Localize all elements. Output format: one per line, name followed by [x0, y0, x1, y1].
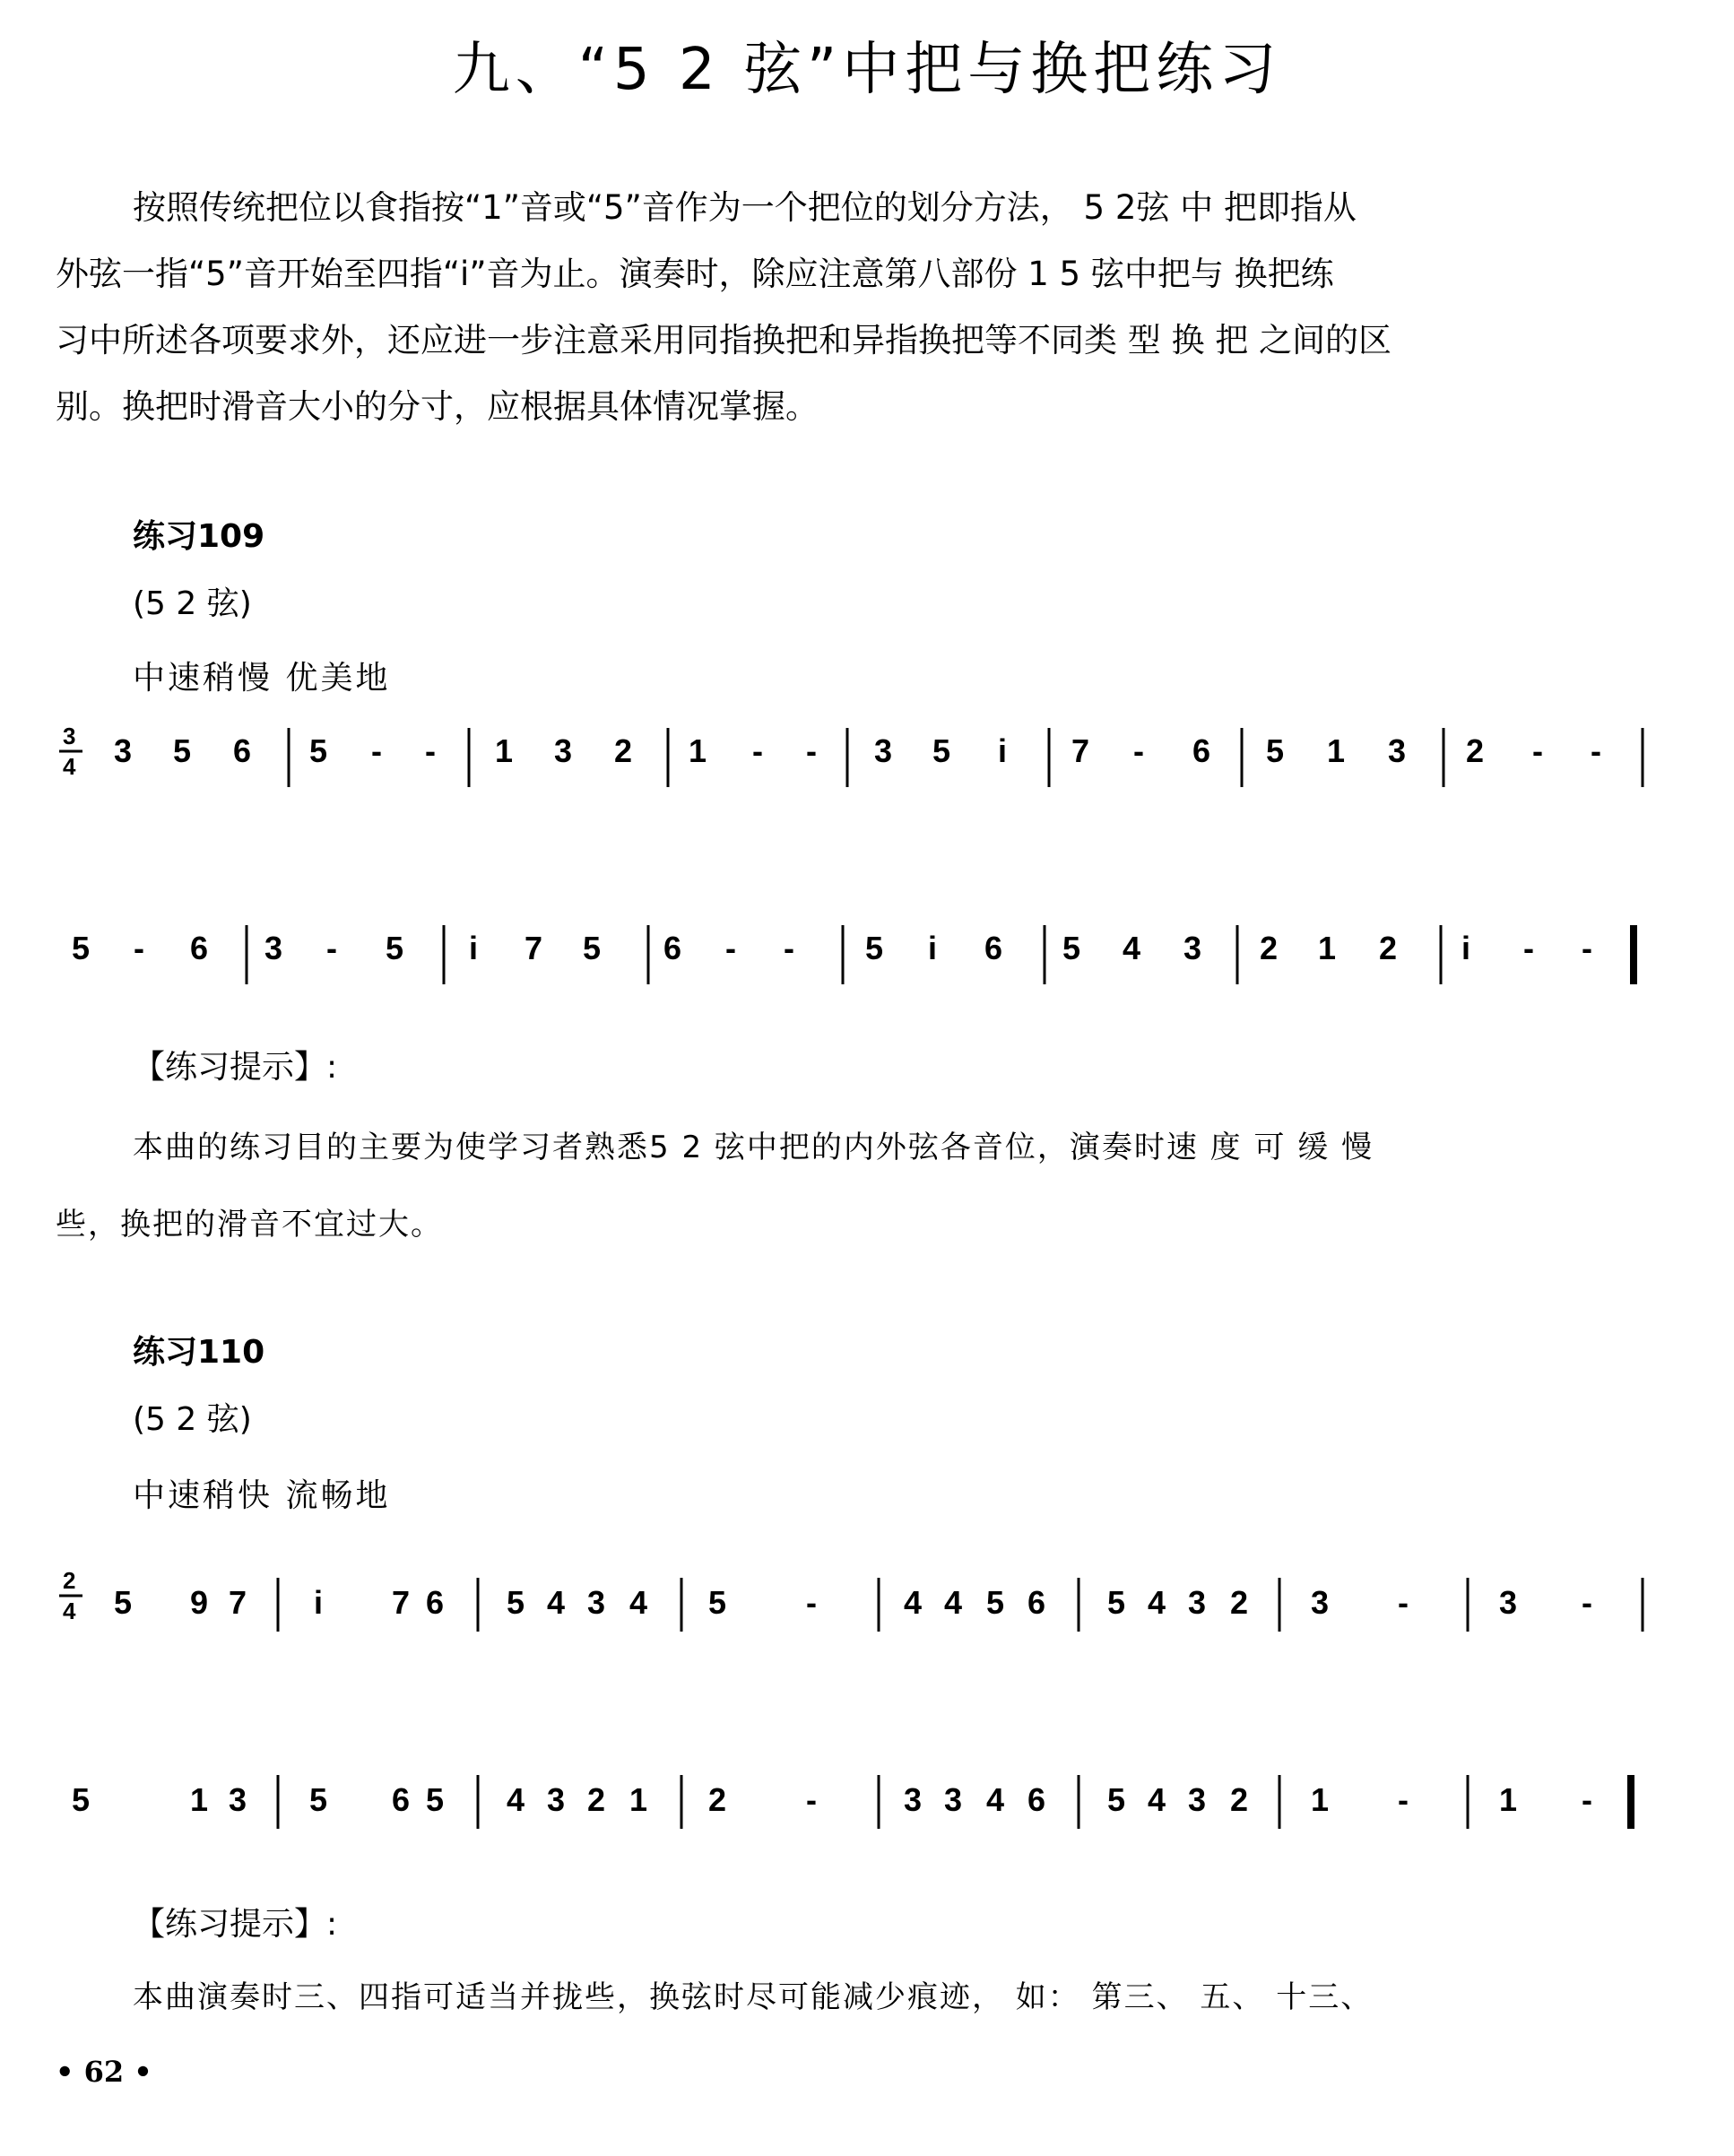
score-note: 1	[688, 732, 707, 769]
score-note: 5	[1062, 930, 1081, 966]
score-note: i	[468, 930, 479, 966]
exercise-110-strings: (5 2 弦)	[133, 1401, 252, 1438]
score-note: 2	[1378, 930, 1398, 966]
score-note: 2	[1229, 1781, 1249, 1818]
score-note: -	[752, 732, 763, 769]
score-note: 3	[1498, 1584, 1518, 1621]
page-title: 九、“5 2 弦”中把与换把练习	[452, 37, 1282, 103]
intro-paragraph	[56, 175, 1669, 440]
score-109-row1	[114, 732, 1601, 769]
score-note: 3	[586, 1584, 606, 1621]
score-note: i	[1461, 930, 1471, 966]
score-note: 3	[553, 732, 573, 769]
score-note: 5	[308, 732, 328, 769]
score-note: 4	[903, 1584, 923, 1621]
score-note: 5	[1106, 1781, 1126, 1818]
score-note: 5	[113, 1584, 133, 1621]
score-109-row2	[72, 930, 1592, 966]
score-note: -	[425, 732, 436, 769]
score-note: 2	[1465, 732, 1485, 769]
score-note: -	[1523, 930, 1534, 966]
score-note: 5	[425, 1781, 445, 1818]
score-note: -	[806, 1584, 817, 1621]
intro-line: 按照传统把位以食指按“1”音或“5”音作为一个把位的划分方法， 5 2弦 中 把即指从	[133, 188, 1357, 227]
score-note: -	[326, 930, 337, 966]
exercise-109-tips-line: 些，换把的滑音不宜过大。	[56, 1207, 443, 1243]
score-note: 5	[932, 732, 951, 769]
score-note: i	[997, 732, 1008, 769]
score-note: 6	[232, 732, 252, 769]
score-note: 4	[943, 1584, 963, 1621]
score-note: 3	[873, 732, 893, 769]
score-note: 2	[1229, 1584, 1249, 1621]
score-note: -	[371, 732, 382, 769]
score-note: -	[134, 930, 144, 966]
score-110	[0, 1515, 1734, 1874]
exercise-109-strings: (5 2 弦)	[133, 585, 252, 622]
score-note: 5	[707, 1584, 727, 1621]
score-note: 3	[1187, 1781, 1207, 1818]
score-note: i	[313, 1584, 324, 1621]
score-note: 4	[1147, 1584, 1166, 1621]
score-note: 3	[903, 1781, 923, 1818]
score-note: 6	[391, 1781, 411, 1818]
score-109	[0, 681, 1734, 1022]
score-note: -	[1133, 732, 1144, 769]
score-note: 3	[1183, 930, 1202, 966]
exercise-110-tempo: 中速稍快 流畅地	[133, 1477, 391, 1514]
score-note: 1	[629, 1781, 648, 1818]
time-signature-top: 3	[63, 723, 76, 749]
score-note: 6	[189, 930, 209, 966]
score-110-row1	[114, 1584, 1592, 1621]
time-signature-bottom: 4	[63, 1598, 76, 1624]
intro-line: 习中所述各项要求外，还应进一步注意采用同指换把和异指换把等不同类 型 换 把 之间的区	[56, 321, 1392, 359]
exercise-109-tips-line: 本曲的练习目的主要为使学习者熟悉5 2 弦中把的内外弦各音位，演奏时速 度 可 缓 慢	[133, 1130, 1374, 1165]
score-note: 9	[189, 1584, 209, 1621]
intro-line: 外弦一指“5”音开始至四指“i”音为止。演奏时，除应注意第八部份 1 5 弦中把与 换把练	[56, 255, 1334, 293]
score-note: -	[1532, 732, 1543, 769]
score-note: 3	[264, 930, 283, 966]
exercise-109-label: 练习109	[133, 518, 265, 555]
score-note: 1	[189, 1781, 209, 1818]
score-note: -	[1398, 1584, 1409, 1621]
score-note: -	[725, 930, 736, 966]
score-note: -	[1582, 1584, 1592, 1621]
score-note: 3	[1310, 1584, 1330, 1621]
score-note: 7	[1071, 732, 1090, 769]
score-note: 2	[613, 732, 633, 769]
score-note: -	[1398, 1781, 1409, 1818]
score-note: -	[1591, 732, 1601, 769]
score-note: 5	[308, 1781, 328, 1818]
score-note: 5	[985, 1584, 1005, 1621]
score-note: 4	[1147, 1781, 1166, 1818]
score-note: 2	[707, 1781, 727, 1818]
score-note: -	[784, 930, 794, 966]
score-note: 4	[506, 1781, 525, 1818]
score-note: 5	[385, 930, 404, 966]
score-note: 5	[71, 1781, 91, 1818]
score-note: -	[1582, 930, 1592, 966]
score-note: 3	[943, 1781, 963, 1818]
score-note: 5	[1265, 732, 1285, 769]
score-note: -	[806, 732, 817, 769]
score-note: 5	[71, 930, 91, 966]
exercise-110-tips-heading: 【练习提示】:	[133, 1906, 338, 1943]
score-note: 5	[172, 732, 192, 769]
score-note: 4	[985, 1781, 1005, 1818]
score-note: 1	[494, 732, 514, 769]
score-note: i	[927, 930, 938, 966]
score-note: 6	[663, 930, 682, 966]
page-number: • 62 •	[56, 2055, 152, 2089]
score-note: 3	[1387, 732, 1407, 769]
score-note: 5	[582, 930, 602, 966]
score-note: 7	[524, 930, 543, 966]
score-note: 4	[629, 1584, 648, 1621]
score-note: 5	[506, 1584, 525, 1621]
time-signature-bottom: 4	[63, 753, 76, 780]
score-note: 3	[228, 1781, 247, 1818]
exercise-109-tempo: 中速稍慢 优美地	[133, 660, 391, 697]
score-note: 1	[1317, 930, 1337, 966]
score-note: 6	[425, 1584, 445, 1621]
score-note: 6	[1192, 732, 1211, 769]
time-signature-top: 2	[63, 1567, 76, 1594]
exercise-109-tips-heading: 【练习提示】:	[133, 1049, 338, 1086]
exercise-110-tips-line: 本曲演奏时三、四指可适当并拢些，换弦时尽可能减少痕迹， 如： 第三、 五、 十三、	[133, 1979, 1374, 2015]
final-barline	[1627, 1775, 1634, 1829]
score-note: 6	[984, 930, 1003, 966]
score-note: 3	[546, 1781, 566, 1818]
score-note: 2	[586, 1781, 606, 1818]
score-note: 6	[1027, 1584, 1046, 1621]
score-note: -	[1582, 1781, 1592, 1818]
score-note: 5	[1106, 1584, 1126, 1621]
score-note: 3	[113, 732, 133, 769]
score-110-row2	[72, 1781, 1592, 1818]
final-barline	[1630, 925, 1637, 984]
score-note: 4	[546, 1584, 566, 1621]
score-note: 1	[1310, 1781, 1330, 1818]
score-note: 1	[1326, 732, 1346, 769]
score-note: 7	[228, 1584, 247, 1621]
score-note: 7	[391, 1584, 411, 1621]
score-note: 4	[1122, 930, 1141, 966]
intro-line: 别。换把时滑音大小的分寸，应根据具体情况掌握。	[56, 387, 819, 426]
score-note: 3	[1187, 1584, 1207, 1621]
exercise-110-label: 练习110	[133, 1334, 265, 1371]
score-note: 5	[864, 930, 884, 966]
score-note: 1	[1498, 1781, 1518, 1818]
score-note: -	[806, 1781, 817, 1818]
score-note: 6	[1027, 1781, 1046, 1818]
score-note: 2	[1259, 930, 1279, 966]
